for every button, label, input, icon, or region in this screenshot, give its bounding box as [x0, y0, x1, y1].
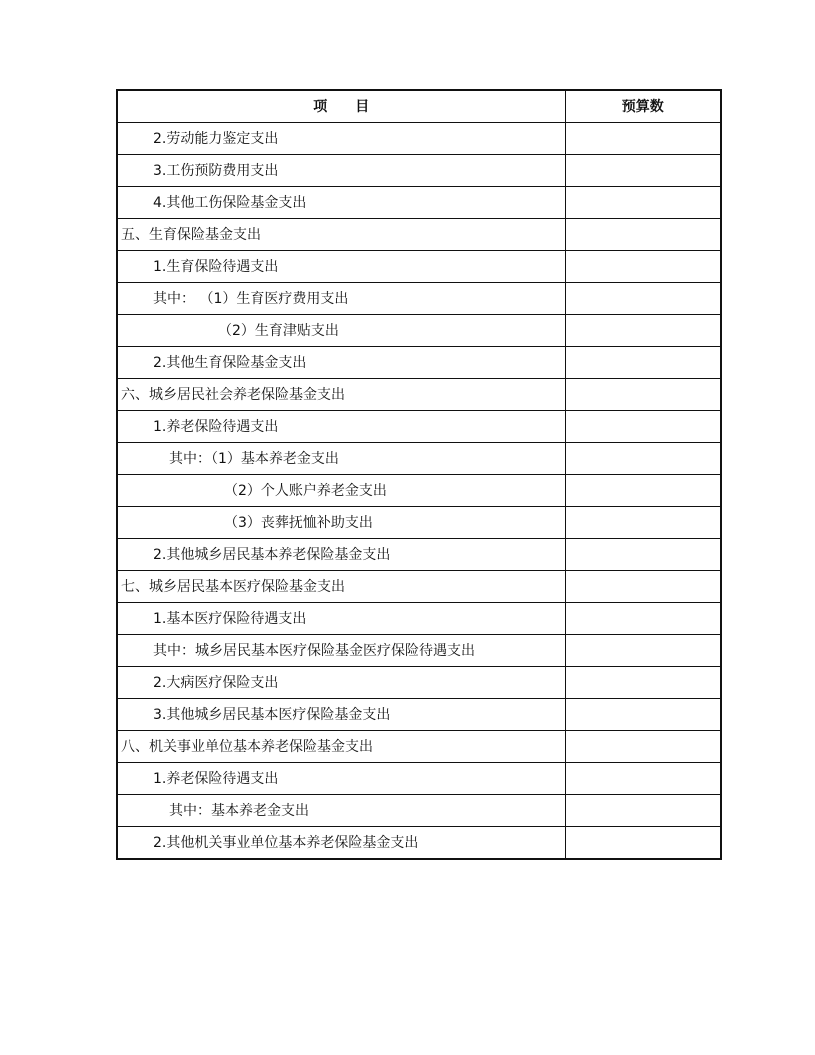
- row-item-label: 六、城乡居民社会养老保险基金支出: [117, 379, 565, 411]
- row-budget-value[interactable]: [565, 667, 721, 699]
- table-body: [117, 123, 721, 860]
- table-row: [117, 795, 721, 827]
- row-item-label: （2）生育津贴支出: [117, 315, 565, 347]
- row-item-label: 2.大病医疗保险支出: [117, 667, 565, 699]
- row-budget-value[interactable]: [565, 475, 721, 507]
- table-row: [117, 731, 721, 763]
- row-budget-value[interactable]: [565, 347, 721, 379]
- row-item-label: 3.工伤预防费用支出: [117, 155, 565, 187]
- row-budget-value[interactable]: [565, 731, 721, 763]
- row-budget-value[interactable]: [565, 507, 721, 539]
- row-item-label: 3.其他城乡居民基本医疗保险基金支出: [117, 699, 565, 731]
- table-row: [117, 539, 721, 571]
- row-budget-value[interactable]: [565, 315, 721, 347]
- row-item-label: 1.基本医疗保险待遇支出: [117, 603, 565, 635]
- row-item-label: 4.其他工伤保险基金支出: [117, 187, 565, 219]
- row-budget-value[interactable]: [565, 219, 721, 251]
- table-row: [117, 507, 721, 539]
- row-budget-value[interactable]: [565, 763, 721, 795]
- table-row: [117, 315, 721, 347]
- table-row: [117, 667, 721, 699]
- row-item-label: 其中： （1）生育医疗费用支出: [117, 283, 565, 315]
- row-budget-value[interactable]: [565, 443, 721, 475]
- row-budget-value[interactable]: [565, 251, 721, 283]
- row-budget-value[interactable]: [565, 539, 721, 571]
- row-budget-value[interactable]: [565, 155, 721, 187]
- row-item-label: 2.劳动能力鉴定支出: [117, 123, 565, 155]
- row-item-label: 2.其他城乡居民基本养老保险基金支出: [117, 539, 565, 571]
- table-row: [117, 283, 721, 315]
- row-budget-value[interactable]: [565, 411, 721, 443]
- table-row: [117, 763, 721, 795]
- row-item-label: 2.其他机关事业单位基本养老保险基金支出: [117, 827, 565, 860]
- table-row: [117, 699, 721, 731]
- header-item: [117, 90, 565, 123]
- row-budget-value[interactable]: [565, 635, 721, 667]
- table-row: [117, 475, 721, 507]
- table-row: [117, 443, 721, 475]
- row-budget-value[interactable]: [565, 699, 721, 731]
- row-item-label: （3）丧葬抚恤补助支出: [117, 507, 565, 539]
- table-row: [117, 347, 721, 379]
- row-item-label: 七、城乡居民基本医疗保险基金支出: [117, 571, 565, 603]
- table-row: [117, 635, 721, 667]
- row-item-label: 其中：城乡居民基本医疗保险基金医疗保险待遇支出: [117, 635, 565, 667]
- row-item-label: 其中：（1）基本养老金支出: [117, 443, 565, 475]
- row-item-label: 1.生育保险待遇支出: [117, 251, 565, 283]
- budget-table: [116, 89, 722, 860]
- row-item-label: 八、机关事业单位基本养老保险基金支出: [117, 731, 565, 763]
- row-budget-value[interactable]: [565, 283, 721, 315]
- header-item-part2: 目: [355, 98, 370, 115]
- header-budget: 预算数: [565, 90, 721, 123]
- row-budget-value[interactable]: [565, 187, 721, 219]
- row-item-label: 五、生育保险基金支出: [117, 219, 565, 251]
- row-item-label: 1.养老保险待遇支出: [117, 763, 565, 795]
- table-row: [117, 411, 721, 443]
- row-budget-value[interactable]: [565, 571, 721, 603]
- row-budget-value[interactable]: [565, 827, 721, 860]
- table-row: [117, 155, 721, 187]
- row-budget-value[interactable]: [565, 603, 721, 635]
- table-row: [117, 827, 721, 860]
- row-budget-value[interactable]: [565, 795, 721, 827]
- table-row: [117, 187, 721, 219]
- row-budget-value[interactable]: [565, 379, 721, 411]
- table-row: [117, 123, 721, 155]
- table-row: [117, 603, 721, 635]
- table-row: [117, 251, 721, 283]
- row-budget-value[interactable]: [565, 123, 721, 155]
- row-item-label: （2）个人账户养老金支出: [117, 475, 565, 507]
- row-item-label: 2.其他生育保险基金支出: [117, 347, 565, 379]
- table-row: [117, 379, 721, 411]
- header-item-part1: 项: [313, 98, 328, 115]
- table-row: [117, 571, 721, 603]
- table-header-row: [117, 90, 721, 123]
- row-item-label: 其中：基本养老金支出: [117, 795, 565, 827]
- table-row: [117, 219, 721, 251]
- row-item-label: 1.养老保险待遇支出: [117, 411, 565, 443]
- budget-table-container: [116, 89, 720, 860]
